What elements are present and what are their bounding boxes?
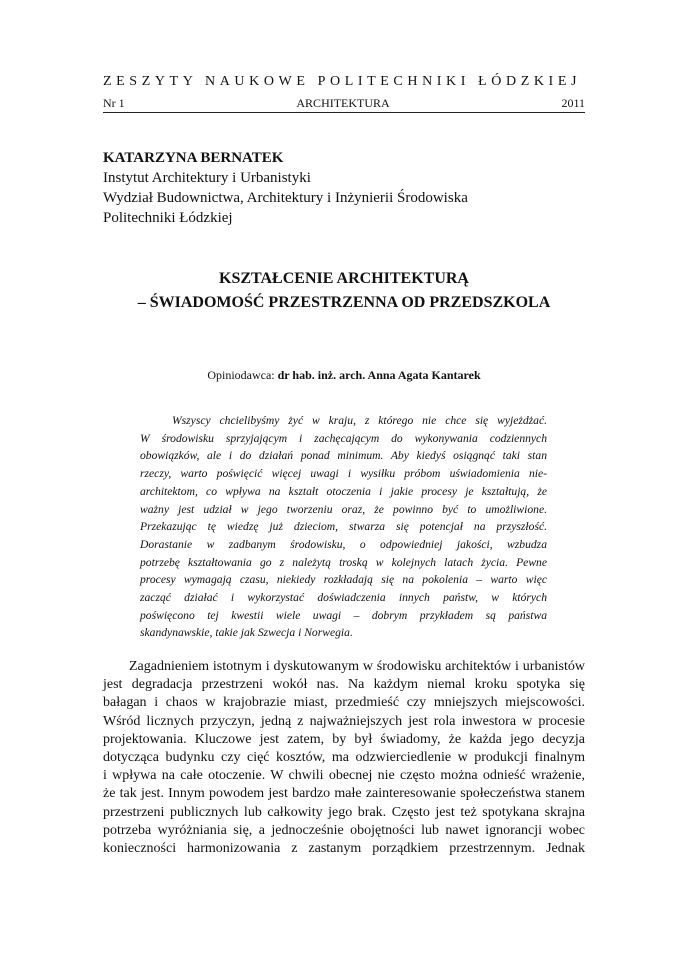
author-affiliation <box>103 168 468 228</box>
body-line: projektowania. Kluczowe jest zatem, by był świadomy, że każda jego decyzja <box>103 731 585 747</box>
paper-title <box>103 267 585 315</box>
abstract-line: ważny jest udział w jego tworzeniu oraz, że powinno być to umożliwione. <box>140 502 547 516</box>
reviewer-name: dr hab. inż. arch. Anna Agata Kantarek <box>277 368 481 382</box>
abstract-line: W środowisku sprzyjającym i zachęcającym do wykonywania codziennych <box>140 431 547 445</box>
journal-year: 2011 <box>561 96 585 110</box>
body-line: dotycząca budynku czy cięć kosztów, ma odzwierciedlenie w produkcji finalnym <box>103 750 585 766</box>
body-line: Zagadnieniem istotnym i dyskutowanym w środowisku architektów i urbanistów <box>129 659 585 674</box>
header-rule <box>103 112 585 113</box>
abstract-line: obowiązków, ale i do działań ponad minimum. Aby kiedyś osiągnąć taki stan <box>140 449 547 463</box>
body-line: jest degradacja przestrzeni wokół nas. Na każdym niemal kroku spotyka się <box>103 677 585 693</box>
reviewer-label: Opiniodawca: <box>207 368 278 382</box>
affiliation-line: Instytut Architektury i Urbanistyki <box>103 170 311 186</box>
body-line: konieczności harmonizowania z zastanym porządkiem przestrzennym. Jednak <box>103 841 585 857</box>
abstract-line: zacząć działać i wykorzystać doświadczenia innych państw, w których <box>140 591 547 605</box>
body-line: przestrzeni publicznych lub całkowity jego brak. Często jest też spotykana skrajna <box>103 804 585 820</box>
abstract-line: Dorastanie w zadbanym środowisku, o odpowiedniej jakości, wzbudza <box>140 537 547 551</box>
body-text <box>103 658 585 858</box>
author-name: KATARZYNA BERNATEK <box>103 150 284 166</box>
abstract-line: procesy wymagają czasu, niekiedy rozkładają się na pokolenia – warto więc <box>140 573 547 587</box>
title-line: KSZTAŁCENIE ARCHITEKTURĄ <box>219 270 469 287</box>
abstract-line: skandynawskie, takie jak Szwecja i Norwegia. <box>140 626 353 640</box>
reviewer-line <box>103 368 585 383</box>
journal-title: ZESZYTY NAUKOWE POLITECHNIKI ŁÓDZKIEJ <box>103 74 582 89</box>
abstract-line: Przekazując tę wiedzę już dzieciom, stwarza się potencjał na przyszłość. <box>140 520 547 534</box>
body-line: bałagan i chaos w krajobrazie miast, przedmieść czy mniejszych miejscowości. <box>103 695 585 711</box>
abstract <box>140 412 547 642</box>
body-line: i wpływa na całe otoczenie. W chwili obecnej nie często można odnieść wrażenie, <box>103 768 585 784</box>
abstract-line: potrzebę kształtowania go z należytą troską w kolejnych latach życia. Pewne <box>140 555 547 569</box>
abstract-line: poświęcono tej kwestii wiele uwagi – dobrym przykładem są państwa <box>140 608 547 622</box>
abstract-line: rzeczy, warto poświęcić więcej uwagi i wysiłku próbom uświadomienia nie- <box>140 467 547 481</box>
body-line: potrzeba wyróżniania się, a jednocześnie obojętności lub nawet ignorancji wobec <box>103 822 585 838</box>
issue-number: Nr 1 <box>103 96 125 110</box>
journal-section: ARCHITEKTURA <box>296 96 390 110</box>
body-line: że tak jest. Innym powodem jest bardzo małe zainteresowanie społeczeństwa stanem <box>103 786 585 802</box>
abstract-line: Wszyscy chcielibyśmy żyć w kraju, z którego nie chce się wyjeżdżać. <box>172 414 547 427</box>
affiliation-line: Wydział Budownictwa, Architektury i Inżynierii Środowiska <box>103 190 468 206</box>
journal-meta <box>103 96 585 111</box>
abstract-line: architektom, co wpływa na kształt otoczenia i jakie procesy je kształtują, że <box>140 484 547 498</box>
title-line: – ŚWIADOMOŚĆ PRZESTRZENNA OD PRZEDSZKOLA <box>137 294 551 311</box>
affiliation-line: Politechniki Łódzkiej <box>103 210 233 226</box>
body-line: Wśród licznych przyczyn, jedną z najważniejszych jest rola inwestora w procesie <box>103 713 585 729</box>
